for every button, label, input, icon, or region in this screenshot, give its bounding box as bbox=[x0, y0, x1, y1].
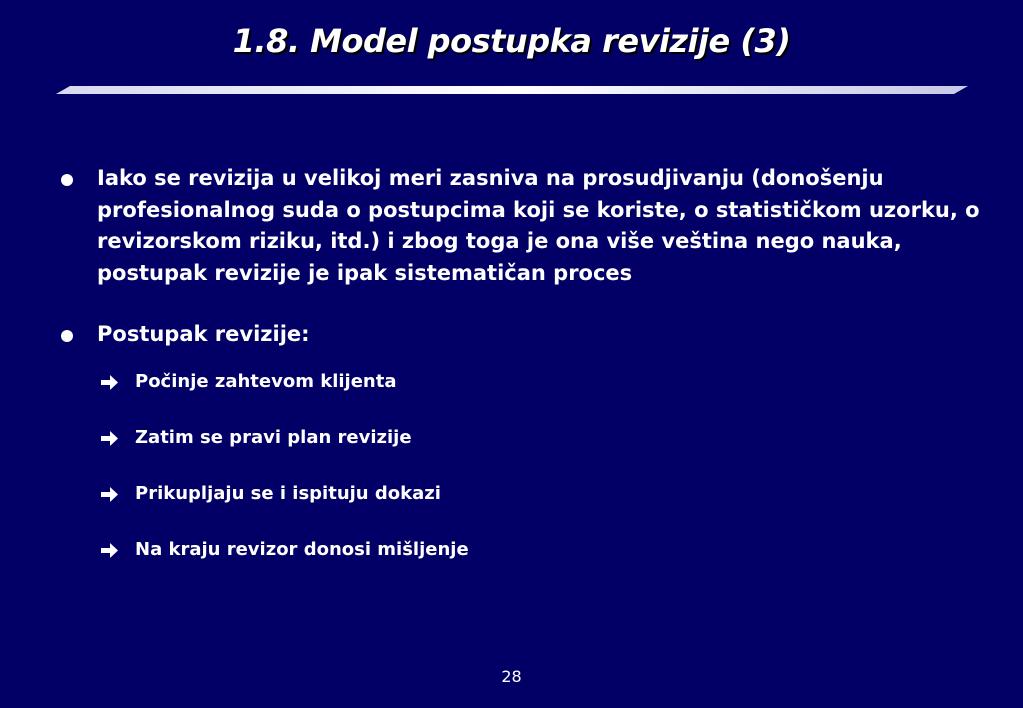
page-number: 28 bbox=[501, 667, 522, 686]
arrow-right-icon bbox=[100, 484, 120, 504]
sub-bullet-text: Zatim se pravi plan revizije bbox=[135, 426, 412, 448]
sub-bullet-text: Počinje zahtevom klijenta bbox=[135, 370, 397, 392]
arrow-right-icon bbox=[100, 372, 120, 392]
sub-bullet-text: Na kraju revizor donosi mišljenje bbox=[135, 538, 469, 560]
bullet-item bbox=[58, 319, 998, 351]
arrow-right-icon bbox=[100, 540, 120, 560]
sub-bullet-list bbox=[58, 369, 998, 563]
title-underline-rule bbox=[56, 86, 968, 94]
slide-content bbox=[58, 163, 998, 593]
bullet-dot-icon bbox=[61, 174, 73, 186]
bullet-text: Postupak revizije: bbox=[97, 322, 310, 346]
bullet-item bbox=[58, 163, 998, 289]
sub-bullet-text: Prikupljaju se i ispituju dokazi bbox=[135, 482, 441, 504]
sub-bullet-item bbox=[58, 425, 998, 451]
bullet-text: Iako se revizija u velikoj meri zasniva na prosudjivanju (donošenju profesionalnog suda o postupcima koji se koriste, o statističkom uzorku, o revizorskom riziku, itd.) i zbog toga je ona više veština nego nauka, postupak revizije je ipak sistematičan proces bbox=[97, 166, 980, 285]
sub-bullet-item bbox=[58, 481, 998, 507]
arrow-right-icon bbox=[100, 428, 120, 448]
bullet-dot-icon bbox=[61, 330, 73, 342]
sub-bullet-item bbox=[58, 369, 998, 395]
slide-title: 1.8. Model postupka revizije (3) bbox=[232, 22, 791, 60]
sub-bullet-item bbox=[58, 537, 998, 563]
